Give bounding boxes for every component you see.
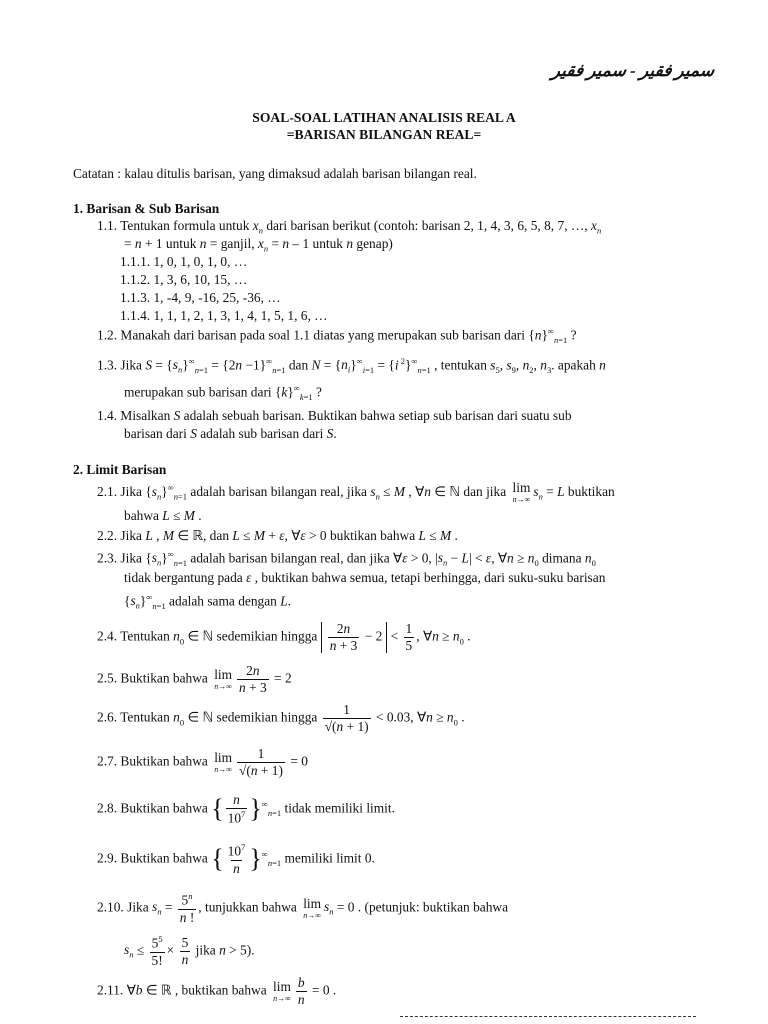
question-2-9: 2.9. Buktikan bahwa { $\frac{10^7}{n}$ }$^\infty_{n=1}$ memiliki limit 0. xyxy=(97,842,375,876)
question-1-4-cont: barisan dari S adalah sub barisan dari S. xyxy=(124,426,337,441)
handwritten-signature: سمير فقير - سمير فقير xyxy=(550,61,716,80)
question-1-1-1: 1.1.1. 1, 0, 1, 0, 1, 0, … xyxy=(120,254,248,269)
question-2-6: 2.6. Tentukan $n_0$ ∈ ℕ sedemikian hingga $\frac{1}{√(n + 1)}$ < 0.03, ∀n ≥ $n_0$ . xyxy=(97,702,465,735)
question-1-1: 1.1. Tentukan formula untuk $x_n$ dari barisan berikut (contoh: barisan 2, 1, 4, 3, 6, 5, 8, 7, …, $x_n$ xyxy=(97,218,602,236)
question-1-1-cont: = n + 1 untuk n = ganjil, $x_n = n - 1$ untuk n genap) xyxy=(124,236,393,254)
question-1-3: 1.3. Jika $S = \{s_n\}^\infty_{n=1} = \{2n -1\}^\infty_{n=1}$ dan $N = \{n_i\}^\infty_{i=1} = \{i$ $^2\}^\infty_{n=1}$ , tentukan $s_5$, $s_9$, $n_2$, $n_3$. apakah n xyxy=(97,356,606,376)
question-2-1: 2.1. Jika $\{s_n\}^\infty_{n=1}$ adalah barisan bilangan real, jika $s_n \le M$ , ∀n ∈ ℕ dan jika lim n→∞ $s_n = L$ buktikan xyxy=(97,480,615,505)
question-2-1-cont: bahwa L ≤ M . xyxy=(124,508,202,523)
section-heading-1: 1. Barisan & Sub Barisan xyxy=(73,201,220,216)
question-2-3-cont: tidak bergantung pada ε , buktikan bahwa semua, tetapi berhingga, dari suku-suku barisan xyxy=(124,570,606,585)
question-1-1-4: 1.1.4. 1, 1, 1, 2, 1, 3, 1, 4, 1, 5, 1, 6, … xyxy=(120,308,328,323)
question-2-7: 2.7. Buktikan bahwa lim n→∞ $\frac{1}{√(n + 1)}$ = 0 xyxy=(97,746,308,779)
question-1-4: 1.4. Misalkan S adalah sebuah barisan. Buktikan bahwa setiap sub barisan dari suatu sub xyxy=(97,408,572,423)
question-2-11: 2.11. ∀b ∈ ℝ , buktikan bahwa lim n→∞ $\frac{b}{n}$ = 0 . xyxy=(97,975,337,1008)
doc-subtitle: =BARISAN BILANGAN REAL= xyxy=(286,127,482,142)
question-2-4: 2.4. Tentukan $n_0$ ∈ ℕ sedemikian hingga $\frac{2n}{n + 3}$ − 2 < $\frac{1}{5}$ , ∀n ≥ $n_0$ . xyxy=(97,621,471,654)
question-1-1-2: 1.1.2. 1, 3, 6, 10, 15, … xyxy=(120,272,248,287)
question-2-5: 2.5. Buktikan bahwa lim n→∞ $\frac{2n}{n + 3}$ = 2 xyxy=(97,663,292,696)
question-2-10: 2.10. Jika $s_n$ = $\frac{5^n}{n !}$ , tunjukkan bahwa lim n→∞ $s_n = 0$ . (petunjuk: buktikan bahwa xyxy=(97,891,509,925)
question-2-10-cont: $s_n$ ≤ $\frac{5^5}{5!}$ × $\frac{5}{n}$ jika n > 5). xyxy=(124,934,255,968)
question-2-3-cont2: $\{s_n\}^\infty_{n=1}$ adalah sama dengan L. xyxy=(124,592,292,612)
question-2-3: 2.3. Jika $\{s_n\}^\infty_{n=1}$ adalah barisan bilangan real, dan jika ∀ε > 0, $|s_n - L| < \varepsilon$, ∀n ≥ $n_0$ dimana $n_0$ xyxy=(97,549,596,569)
question-1-1-3: 1.1.3. 1, -4, 9, -16, 25, -36, … xyxy=(120,290,281,305)
question-1-2: 1.2. Manakah dari barisan pada soal 1.1 diatas yang merupakan sub barisan dari $\{n\}^\infty_{n=1}$ ? xyxy=(97,326,577,346)
question-2-2: 2.2. Jika L , M ∈ ℝ, dan L ≤ M + ε, ∀ε > 0 buktikan bahwa L ≤ M . xyxy=(97,528,458,543)
doc-title: SOAL-SOAL LATIHAN ANALISIS REAL A xyxy=(252,110,516,125)
note: Catatan : kalau ditulis barisan, yang dimaksud adalah barisan bilangan real. xyxy=(73,166,477,181)
question-1-3-cont: merupakan sub barisan dari $\{k\}^\infty_{k=1}$ ? xyxy=(124,383,322,403)
question-2-8: 2.8. Buktikan bahwa { $\frac{n}{10^7}$ }$^\infty_{n=1}$ tidak memiliki limit. xyxy=(97,792,395,826)
footer-dashed-line xyxy=(400,1016,696,1017)
section-heading-2: 2. Limit Barisan xyxy=(73,462,167,477)
